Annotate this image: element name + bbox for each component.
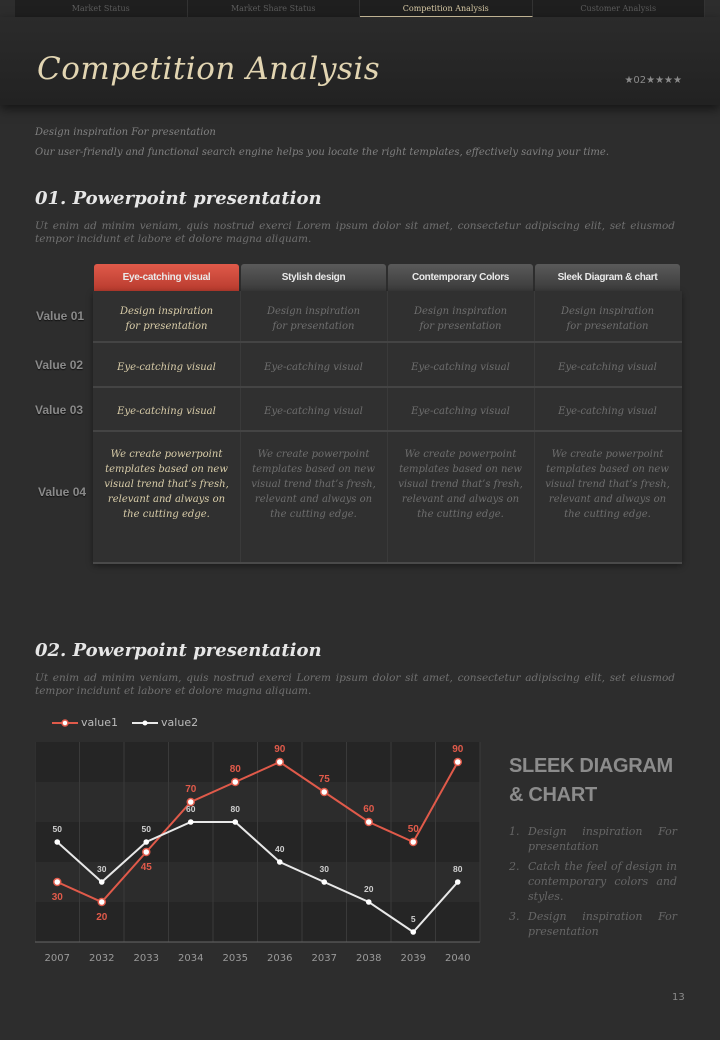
x-tick-label: 2038	[356, 953, 382, 964]
legend-item-value2[interactable]	[132, 716, 198, 729]
line-chart	[35, 742, 481, 968]
legend-item-value1[interactable]	[52, 716, 118, 729]
table-cell: Eye-catching visual	[558, 362, 657, 373]
row-label: Value 02	[35, 358, 84, 372]
table-header-eye-catching[interactable]: Eye-catching visual	[94, 264, 239, 291]
data-label-value2: 50	[141, 824, 151, 834]
list-number: 3.	[509, 910, 520, 923]
table-divider	[93, 430, 682, 432]
data-label-value1: 60	[363, 804, 375, 815]
data-point-value2	[54, 839, 60, 845]
table-cell: Design inspiration for presentation	[413, 306, 508, 332]
list-text: Design inspiration For presentation	[528, 825, 677, 853]
data-label-value1: 75	[318, 774, 330, 785]
table-header-colors[interactable]: Contemporary Colors	[388, 264, 533, 291]
table-cell: Eye-catching visual	[117, 406, 216, 417]
section2-text: Ut enim ad minim veniam, quis nostrud exerci Lorem ipsum dolor sit amet, consectetur adipiscing elit, set eiusmod tempor incidunt et labore et dolore magna aliquam.	[35, 672, 675, 697]
section-page-mark: ★02★★★★	[624, 75, 682, 86]
tab-competition-analysis[interactable]: Competition Analysis	[360, 0, 533, 17]
page-number: 13	[672, 992, 685, 1003]
side-title-line: & CHART	[509, 784, 597, 806]
data-point-value2	[99, 879, 105, 885]
legend-marker-value2	[132, 718, 158, 728]
data-label-value1: 30	[51, 892, 63, 903]
data-label-value2: 50	[52, 824, 62, 834]
row-label: Value 04	[38, 485, 87, 499]
table-divider	[93, 341, 682, 343]
table-cell: Design inspiration for presentation	[560, 306, 655, 332]
table-cell: We create powerpoint templates based on new visual trend that’s fresh, relevant and always on the cutting edge.	[104, 449, 229, 520]
section1-text: Ut enim ad minim veniam, quis nostrud exerci Lorem ipsum dolor sit amet, consectetur adipiscing elit, set eiusmod tempor incidunt et labore et dolore magna aliquam.	[35, 220, 675, 245]
data-point-value1	[365, 819, 372, 826]
intro-heading: Design inspiration For presentation	[35, 127, 216, 138]
list-item	[509, 909, 677, 939]
data-label-value1: 80	[229, 764, 241, 775]
data-point-value2	[232, 819, 238, 825]
x-tick-label: 2037	[311, 953, 337, 964]
tab-customer-analysis[interactable]: Customer Analysis	[533, 0, 706, 17]
x-tick-label: 2035	[222, 953, 248, 964]
table-header-diagram[interactable]: Sleek Diagram & chart	[535, 264, 680, 291]
table-header-stylish[interactable]: Stylish design	[241, 264, 386, 291]
chart-legend	[52, 716, 198, 729]
table-cell: Eye-catching visual	[264, 406, 363, 417]
intro-text: Our user-friendly and functional search engine helps you locate the right templates, effectively saving your time.	[35, 147, 609, 158]
x-tick-label: 2036	[267, 953, 293, 964]
side-title	[509, 752, 673, 810]
section2-title: 02. Powerpoint presentation	[35, 640, 322, 661]
data-point-value2	[455, 879, 461, 885]
data-point-value2	[410, 929, 416, 935]
data-label-value1: 90	[274, 744, 286, 755]
x-tick-label: 2007	[44, 953, 70, 964]
data-point-value2	[366, 899, 372, 905]
page-title: Competition Analysis	[37, 51, 381, 87]
row-label: Value 03	[35, 403, 84, 417]
x-tick-label: 2040	[445, 953, 471, 964]
data-point-value1	[143, 849, 150, 856]
data-point-value2	[277, 859, 283, 865]
data-point-value2	[143, 839, 149, 845]
data-point-value1	[410, 839, 417, 846]
legend-label: value2	[161, 716, 199, 729]
x-tick-label: 2033	[133, 953, 159, 964]
legend-marker-value1	[52, 718, 78, 728]
tab-market-status[interactable]: Market Status	[15, 0, 188, 17]
list-number: 2.	[509, 860, 520, 873]
data-label-value2: 30	[319, 864, 329, 874]
data-label-value2: 60	[186, 804, 196, 814]
table-cell: Design inspiration for presentation	[266, 306, 361, 332]
tab-market-share-status[interactable]: Market Share Status	[188, 0, 361, 17]
x-tick-label: 2039	[400, 953, 426, 964]
table-cell: Eye-catching visual	[558, 406, 657, 417]
data-point-value1	[54, 879, 61, 886]
header-band	[0, 17, 720, 105]
data-label-value1: 50	[407, 824, 419, 835]
data-point-value1	[98, 899, 105, 906]
table-cell: We create powerpoint templates based on new visual trend that’s fresh, relevant and always on the cutting edge.	[545, 449, 670, 520]
data-label-value1: 90	[452, 744, 464, 755]
table-cell: We create powerpoint templates based on new visual trend that’s fresh, relevant and always on the cutting edge.	[398, 449, 523, 520]
data-label-value2: 20	[364, 884, 374, 894]
list-item	[509, 824, 677, 854]
data-point-value2	[321, 879, 327, 885]
x-tick-label: 2032	[89, 953, 115, 964]
x-tick-label: 2034	[178, 953, 204, 964]
list-text: Design inspiration For presentation	[528, 910, 677, 938]
section1-title: 01. Powerpoint presentation	[35, 188, 322, 209]
data-label-value1: 20	[96, 912, 108, 923]
table-cell: Eye-catching visual	[411, 362, 510, 373]
data-label-value1: 70	[185, 784, 197, 795]
top-navigation	[15, 0, 705, 18]
data-point-value1	[454, 759, 461, 766]
list-item	[509, 859, 677, 904]
table-divider	[93, 386, 682, 388]
data-point-value1	[232, 779, 239, 786]
side-list	[509, 824, 677, 944]
data-point-value1	[321, 789, 328, 796]
list-number: 1.	[509, 825, 520, 838]
table-cell: Eye-catching visual	[117, 362, 216, 373]
data-label-value2: 80	[453, 864, 463, 874]
data-label-value2: 30	[97, 864, 107, 874]
data-point-value1	[276, 759, 283, 766]
data-label-value2: 40	[275, 844, 285, 854]
row-label: Value 01	[36, 309, 85, 323]
data-label-value1: 45	[140, 862, 152, 873]
table-cell: Design inspiration for presentation	[119, 306, 214, 332]
table-cell: We create powerpoint templates based on new visual trend that’s fresh, relevant and always on the cutting edge.	[251, 449, 376, 520]
legend-label: value1	[81, 716, 119, 729]
data-label-value2: 5	[410, 914, 416, 924]
data-label-value2: 80	[230, 804, 240, 814]
table-cell: Eye-catching visual	[411, 406, 510, 417]
table-cell: Eye-catching visual	[264, 362, 363, 373]
side-title-line: SLEEK DIAGRAM	[509, 755, 673, 777]
list-text: Catch the feel of design in contemporary colors and styles.	[528, 860, 677, 903]
data-point-value2	[188, 819, 194, 825]
